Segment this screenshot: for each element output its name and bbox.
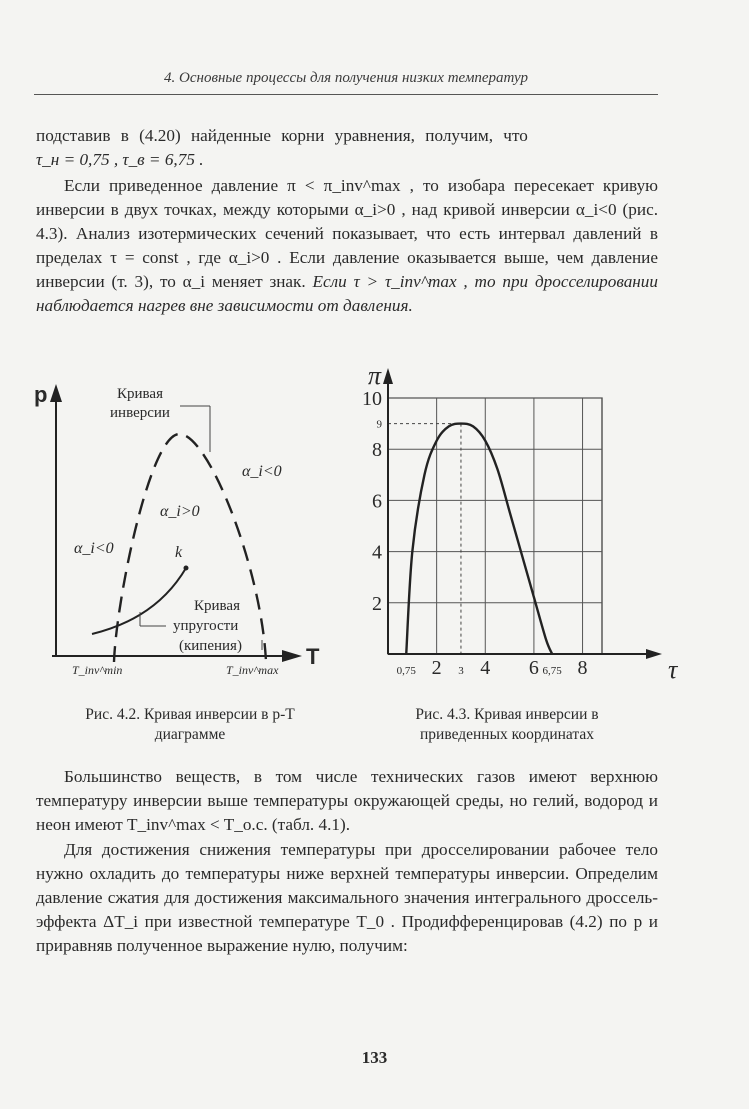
caption-figure-4-2 bbox=[40, 705, 340, 745]
chart-frame bbox=[388, 398, 602, 654]
chart-x-tick-label: 4 bbox=[480, 657, 491, 679]
label-alpha-negative-right: α_i<0 bbox=[242, 463, 282, 480]
caption-figure-4-3-line1: Рис. 4.3. Кривая инверсии в bbox=[415, 706, 599, 723]
page-number: 133 bbox=[361, 1048, 388, 1067]
chart-y-tick-label: 8 bbox=[372, 439, 382, 462]
critical-point bbox=[184, 566, 189, 571]
label-k: k bbox=[175, 544, 183, 561]
figure-reduced-chart bbox=[350, 350, 690, 690]
label-inversion-1: Кривая bbox=[117, 386, 163, 402]
paragraph-helium: Большинство веществ, в том числе технических газов имеют верхнюю температуру инверсии выше температуры окружающей среды, но гелий, водород и неон имеют T_inv^max < T_о.с. (табл. 4.1). bbox=[36, 767, 658, 834]
chart-y-tick-label: 4 bbox=[372, 541, 382, 564]
label-alpha-negative-left: α_i<0 bbox=[74, 540, 114, 557]
chart-grid bbox=[388, 398, 602, 654]
chart-tick-labels bbox=[362, 388, 588, 679]
caption-figure-4-2-line2: диаграмме bbox=[154, 726, 226, 743]
chart-x-axis-label: τ bbox=[668, 655, 678, 684]
paragraph-roots-line1: подставив в (4.20) найденные корни уравнения, получим, что bbox=[36, 126, 528, 145]
inversion-curve-reduced bbox=[406, 424, 552, 654]
paragraph-roots-line2: τ_н = 0,75 , τ_в = 6,75 . bbox=[36, 150, 204, 169]
label-elasticity-3: (кипения) bbox=[179, 638, 242, 654]
axis-label-t: T bbox=[306, 644, 320, 669]
paragraph-throttling: Для достижения снижения температуры при дросселировании рабочее тело нужно охладить до температуры ниже верхней температуры инверсии. Определим давление сжатия для достижения максимального значения интегрального дроссель-эффекта ΔT_i при известной температуре T_0 . Продифференцировав (4.2) по p и приравняв полученное выражение нулю, получим: bbox=[36, 840, 658, 955]
inversion-explanation: Если приведенное давление π < π_inv^max , то изобара пересекает кривую инверсии в двух точках, между которыми α_i>0 , над кривой инверсии α_i<0 (рис. 4.3). Анализ изотермических сечений показывает, что есть интервал давлений в пределах τ = const , где α_i>0 . Если давление оказывается выше, чем давление инверсии (т. 3), то α_i меняет знак. bbox=[36, 176, 658, 291]
elasticity-curve bbox=[92, 568, 186, 634]
chart-x-arrow bbox=[646, 649, 662, 659]
chart-axes bbox=[383, 368, 662, 659]
tick-t-min: T_inv^min bbox=[72, 663, 123, 677]
running-header: 4. Основные процессы для получения низких температур bbox=[164, 70, 528, 86]
chart-x-tick-label: 2 bbox=[431, 657, 442, 679]
label-elasticity-2: упругости bbox=[173, 618, 239, 634]
chart-x-tick-label: 3 bbox=[458, 665, 464, 677]
chart-y-arrow bbox=[383, 368, 393, 384]
label-alpha-positive: α_i>0 bbox=[160, 503, 200, 520]
paragraph-inversion bbox=[36, 174, 658, 318]
chart-y-tick-label: 10 bbox=[362, 388, 382, 410]
paragraph-roots bbox=[36, 124, 658, 172]
caption-figure-4-2-line1: Рис. 4.2. Кривая инверсии в p-T bbox=[85, 706, 295, 723]
chart-x-tick-label: 8 bbox=[577, 657, 588, 679]
chart-y-tick-label: 9 bbox=[376, 418, 382, 431]
chart-x-tick-label: 6,75 bbox=[542, 665, 562, 677]
inversion-emphasis: Если τ > τ_inv^max , то при дросселировании наблюдается нагрев вне зависимости от давления. bbox=[36, 272, 658, 315]
figure-pt-diagram bbox=[30, 372, 340, 690]
chart-y-axis-label: π bbox=[368, 361, 382, 390]
label-elasticity-1: Кривая bbox=[194, 598, 240, 614]
axis-label-p: p bbox=[34, 382, 48, 407]
chart-x-tick-label: 6 bbox=[528, 657, 539, 679]
caption-figure-4-3-line2: приведенных координатах bbox=[420, 726, 594, 743]
caption-figure-4-3 bbox=[372, 705, 642, 745]
tick-t-max: T_inv^max bbox=[226, 663, 279, 677]
header-divider bbox=[34, 94, 658, 95]
chart-x-tick-label: 0,75 bbox=[396, 665, 416, 677]
chart-y-tick-label: 2 bbox=[372, 592, 382, 615]
chart-series bbox=[406, 424, 552, 654]
chart-y-tick-label: 6 bbox=[372, 490, 382, 513]
label-inversion-2: инверсии bbox=[110, 405, 170, 421]
